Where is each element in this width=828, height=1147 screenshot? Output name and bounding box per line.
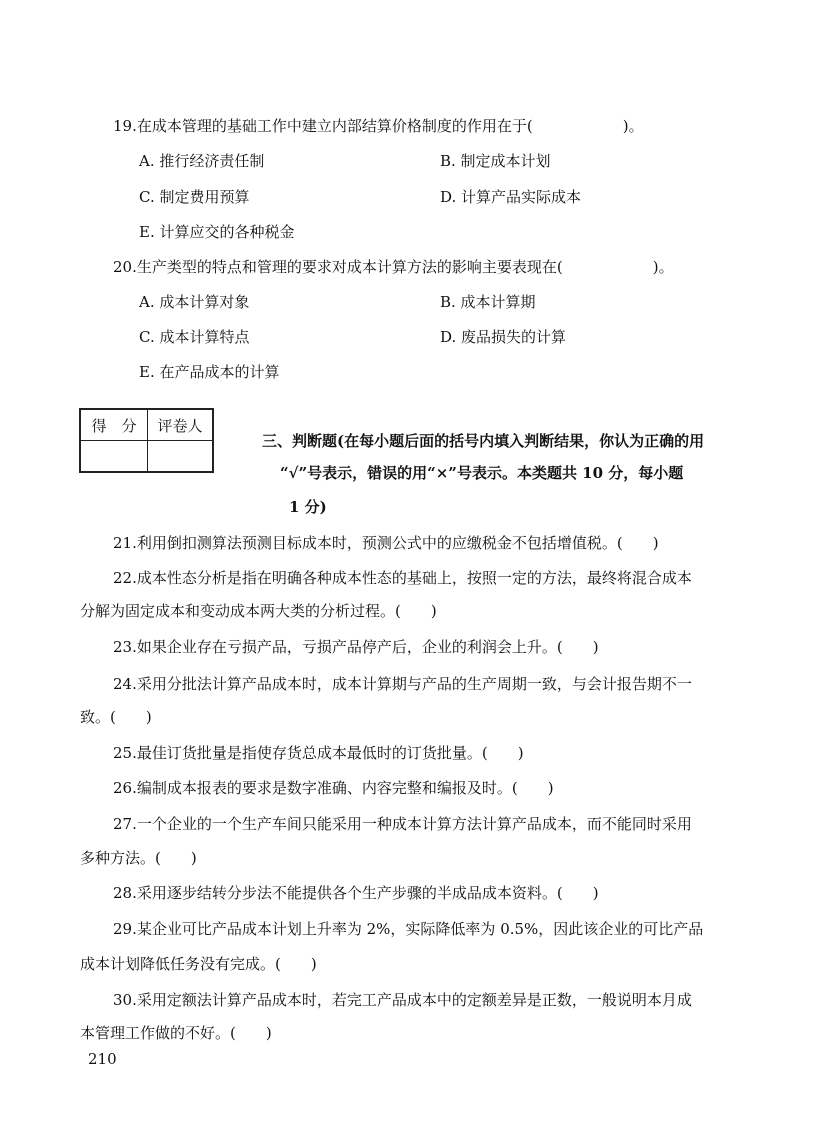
- question-29-line-1: 29.某企业可比产品成本计划上升率为 2%，实际降低率为 0.5%，因此该企业的可比产品: [113, 920, 704, 938]
- question-30-line-2: 本管理工作做的不好。( ): [80, 1024, 272, 1042]
- score-cell[interactable]: [80, 441, 148, 473]
- question-19-stem: 19.在成本管理的基础工作中建立内部结算价格制度的作用在于( )。: [113, 117, 644, 135]
- question-24-line-1: 24.采用分批法计算产品成本时，成本计算期与产品的生产周期一致，与会计报告期不一: [113, 675, 692, 693]
- question-19-option-d: D. 计算产品实际成本: [440, 188, 582, 206]
- section-3-heading-line-2: “√”号表示，错误的用“×”号表示。本类题共 10 分，每小题: [280, 464, 684, 482]
- question-30-line-1: 30.采用定额法计算产品成本时，若完工产品成本中的定额差异是正数，一般说明本月成: [113, 991, 692, 1009]
- question-20-option-a: A. 成本计算对象: [139, 293, 250, 311]
- question-24-line-2: 致。( ): [80, 708, 152, 726]
- question-19-option-c: C. 制定费用预算: [139, 188, 250, 206]
- question-20-option-d: D. 废品损失的计算: [440, 328, 567, 346]
- question-29-line-2: 成本计划降低任务没有完成。( ): [80, 955, 317, 973]
- question-22-line-2: 分解为固定成本和变动成本两大类的分析过程。( ): [80, 602, 437, 620]
- grader-cell[interactable]: [148, 441, 214, 473]
- question-19-option-e: E. 计算应交的各种税金: [139, 223, 295, 241]
- question-20-stem: 20.生产类型的特点和管理的要求对成本计算方法的影响主要表现在( )。: [113, 258, 674, 276]
- question-27-line-1: 27.一个企业的一个生产车间只能采用一种成本计算方法计算产品成本，而不能同时采用: [113, 815, 692, 833]
- score-header: 得 分: [80, 409, 148, 441]
- score-table: [79, 408, 214, 473]
- question-19-option-b: B. 制定成本计划: [440, 152, 551, 170]
- question-22-line-1: 22.成本性态分析是指在明确各种成本性态的基础上，按照一定的方法，最终将混合成本: [113, 569, 692, 587]
- section-3-heading-line-1: 三、判断题(在每小题后面的括号内填入判断结果，你认为正确的用: [262, 432, 705, 450]
- grader-header: 评卷人: [148, 409, 214, 441]
- question-21: 21.利用倒扣测算法预测目标成本时，预测公式中的应缴税金不包括增值税。( ): [113, 534, 659, 552]
- page-number: 210: [88, 1050, 117, 1068]
- question-23: 23.如果企业存在亏损产品，亏损产品停产后，企业的利润会上升。( ): [113, 638, 599, 656]
- question-20-option-b: B. 成本计算期: [440, 293, 536, 311]
- question-20-option-e: E. 在产品成本的计算: [139, 363, 280, 381]
- question-25: 25.最佳订货批量是指使存货总成本最低时的订货批量。( ): [113, 744, 524, 762]
- question-27-line-2: 多种方法。( ): [80, 849, 197, 867]
- question-20-option-c: C. 成本计算特点: [139, 328, 250, 346]
- section-3-heading-line-3: 1 分): [289, 498, 327, 516]
- question-28: 28.采用逐步结转分步法不能提供各个生产步骤的半成品成本资料。( ): [113, 884, 599, 902]
- question-19-option-a: A. 推行经济责任制: [139, 152, 265, 170]
- question-26: 26.编制成本报表的要求是数字准确、内容完整和编报及时。( ): [113, 779, 554, 797]
